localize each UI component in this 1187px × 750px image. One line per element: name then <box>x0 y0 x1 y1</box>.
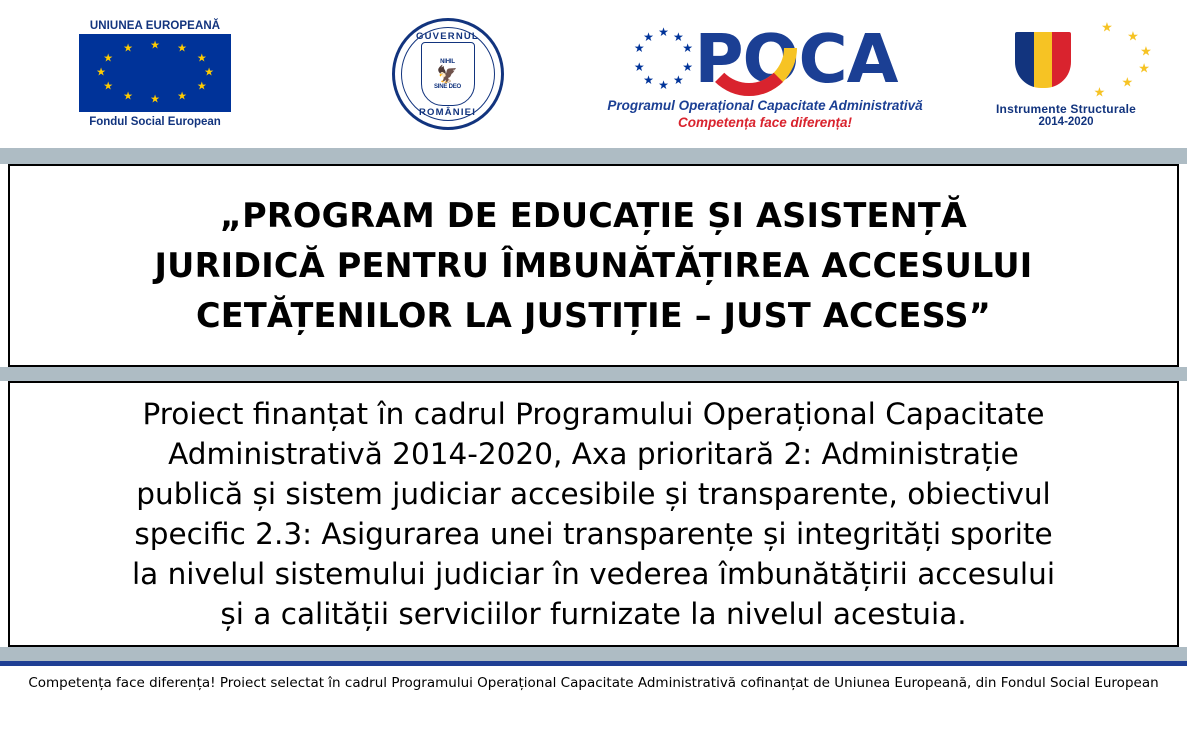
project-description-line-2: Administrativă 2014-2020, Axa prioritară 2: Administrație <box>168 437 1019 471</box>
top-gray-band <box>0 148 1187 164</box>
footer-bar <box>0 666 1187 700</box>
footer-text: Competența face diferența! Proiect selectat în cadrul Programului Operațional Capacitate Administrativă cofinanțat de Uniunea Europeană, din Fondul Social European <box>28 675 1159 691</box>
eu-flag-icon: ★ ★ ★ ★ ★ ★ ★ ★ ★ ★ ★ ★ <box>79 34 231 112</box>
eu-logo <box>79 20 231 128</box>
structural-flag-icon: ★ ★ ★ ★ ★ ★ <box>973 20 1159 102</box>
project-description-box <box>8 381 1179 647</box>
project-description-line-3: publică și sistem judiciar accesibile și transparente, obiectivul <box>136 477 1051 511</box>
poca-logo <box>605 18 925 130</box>
project-title-line-2: JURIDICĂ PENTRU ÎMBUNĂTĂȚIREA ACCESULUI <box>154 245 1033 285</box>
romania-flag-icon <box>1015 32 1071 88</box>
government-seal-crest <box>421 42 475 106</box>
poca-subtitle-program: Programul Operațional Capacitate Administrativă <box>607 98 923 113</box>
project-description-line-1: Proiect finanțat în cadrul Programului Operațional Capacitate <box>142 397 1045 431</box>
project-title-line-3: CETĂȚENILOR LA JUSTIȚIE – JUST ACCESS” <box>196 295 991 335</box>
project-description-line-5: la nivelul sistemului judiciar în vederea îmbunătățirii accesului <box>131 557 1056 591</box>
bottom-gray-band <box>0 647 1187 661</box>
poca-wordmark-row <box>605 18 925 100</box>
project-title-box <box>8 164 1179 367</box>
government-seal-icon <box>392 18 504 130</box>
project-title <box>155 191 1033 341</box>
government-crest-bottom-text: SINE DEO <box>433 83 462 90</box>
project-description <box>132 394 1055 634</box>
government-crest-top-text: NIHIL <box>440 58 455 65</box>
structural-instruments-logo <box>973 20 1159 128</box>
logo-bar <box>0 0 1187 148</box>
poca-logo-slot <box>585 0 945 148</box>
project-title-line-1: „PROGRAM DE EDUCAȚIE ȘI ASISTENȚĂ <box>219 195 968 235</box>
project-description-line-6: și a calității serviciilor furnizate la nivelul acestuia. <box>220 597 967 631</box>
government-logo-slot <box>310 0 585 148</box>
eu-logo-subtitle: Fondul Social European <box>89 116 221 128</box>
government-seal-bottom-text: ROMÂNIEI <box>418 107 477 118</box>
eagle-icon: 🦅 <box>436 64 459 84</box>
poca-acronym: POCA <box>694 19 898 98</box>
poca-stars-icon: ★ ★ ★ ★ ★ ★ ★ ★ ★ ★ <box>633 24 694 93</box>
structural-instruments-line2: 2014-2020 <box>1038 116 1094 128</box>
project-description-line-4: specific 2.3: Asigurarea unei transparențe și integrități sporite <box>134 517 1053 551</box>
structural-instruments-logo-slot <box>945 0 1187 148</box>
middle-gray-band <box>0 367 1187 381</box>
structural-instruments-line1: Instrumente Structurale <box>996 102 1136 116</box>
eu-logo-slot <box>0 0 310 148</box>
government-seal-top-text: GUVERNUL <box>416 31 479 42</box>
poca-slogan: Competența face diferența! <box>677 115 853 130</box>
eu-logo-title: UNIUNEA EUROPEANĂ <box>89 20 221 32</box>
